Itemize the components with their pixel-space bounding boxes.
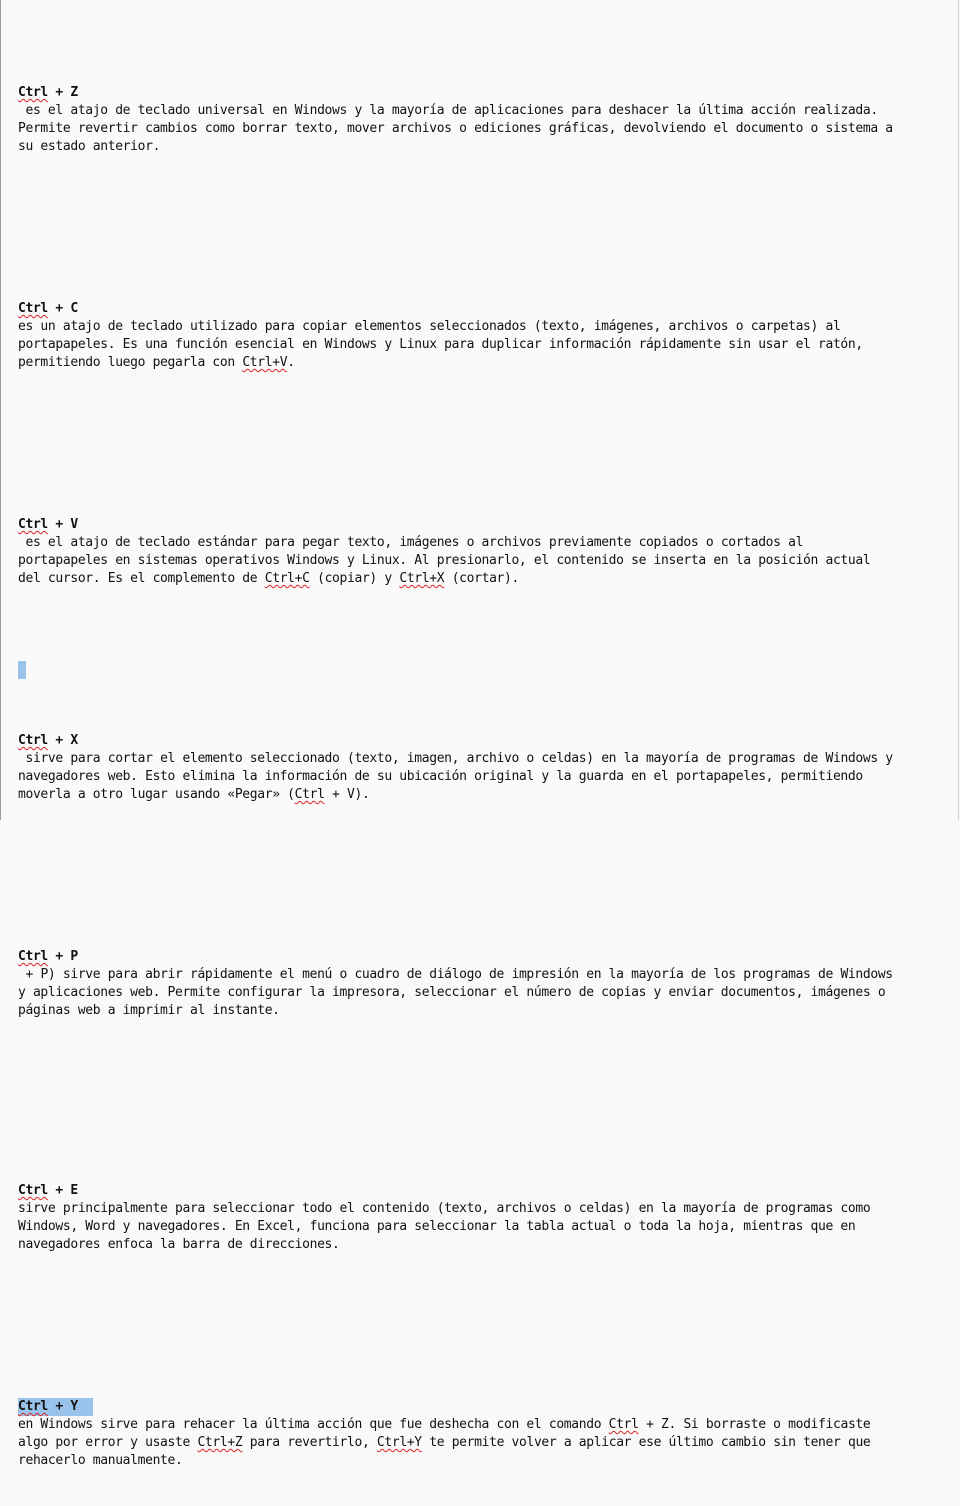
- paragraph-text: + V).: [324, 787, 370, 802]
- shortcut-block-ctrl-c: [18, 300, 958, 372]
- heading-ctrl-y-selected[interactable]: [18, 1398, 93, 1416]
- spellcheck-word: Ctrl+Z: [197, 1435, 243, 1450]
- selection-highlight-empty-line: [18, 661, 26, 679]
- heading-ctrl-c: [18, 300, 78, 318]
- paragraph-text: .: [287, 355, 295, 370]
- heading-rest: + X: [47, 733, 78, 748]
- heading-rest: + V: [47, 517, 78, 532]
- paragraph-text: es un atajo de teclado utilizado para copiar elementos seleccionados (texto, imágenes, archivos o carpetas) al portapapeles. Es una función esencial en Windows y Linux para duplicar información rápidamente sin usar el ratón, permitiendo luego pegarla con: [18, 319, 863, 370]
- shortcut-block-ctrl-v: [18, 516, 958, 588]
- spellcheck-word: Ctrl: [18, 1399, 48, 1414]
- heading-ctrl-e: [18, 1182, 78, 1200]
- heading-rest: + Y: [47, 1399, 78, 1414]
- paragraph-text: es el atajo de teclado estándar para pegar texto, imágenes o archivos previamente copiados o cortados al portapapeles en sistemas operativos Windows y Linux. Al presionarlo, el contenido se inserta en la posición actual del cursor. Es el complemento de: [18, 535, 871, 586]
- heading-ctrl-x: [18, 732, 78, 750]
- shortcut-block-ctrl-y: [18, 1398, 958, 1470]
- heading-ctrl-v: [18, 516, 78, 534]
- spellcheck-word: Ctrl: [18, 1183, 48, 1198]
- shortcut-block-ctrl-z: [18, 84, 958, 156]
- spellcheck-word: Ctrl: [18, 301, 48, 316]
- paragraph-ctrl-x: [18, 751, 893, 802]
- spellcheck-word: Ctrl: [294, 787, 325, 802]
- heading-ctrl-p: [18, 948, 78, 966]
- paragraph-text: para revertirlo,: [242, 1435, 377, 1450]
- heading-ctrl-z: [18, 84, 78, 102]
- heading-rest: + E: [47, 1183, 78, 1198]
- paragraph-text: + Z. Si borraste o modificaste algo por error y usaste: [18, 1417, 871, 1450]
- spellcheck-word: Ctrl: [18, 85, 48, 100]
- paragraph-ctrl-c: [18, 319, 863, 370]
- spellcheck-word: Ctrl+V: [242, 355, 288, 370]
- paragraph-ctrl-p: + P) sirve para abrir rápidamente el menú o cuadro de diálogo de impresión en la mayoría de los programas de Windows y aplicaciones web. Permite configurar la impresora, seleccionar el número de copias y enviar documentos, imágenes o páginas web a imprimir al instante.: [18, 967, 893, 1018]
- spellcheck-word: Ctrl+Y: [376, 1435, 422, 1450]
- paragraph-text: (cortar).: [444, 571, 519, 586]
- spellcheck-word: Ctrl: [608, 1417, 639, 1432]
- document-text[interactable]: [18, 12, 958, 1506]
- paragraph-text: en Windows sirve para rehacer la última acción que fue deshecha con el comando: [18, 1417, 609, 1432]
- spellcheck-word: Ctrl: [18, 733, 48, 748]
- paragraph-ctrl-y: [18, 1417, 870, 1468]
- paragraph-text: (copiar) y: [309, 571, 400, 586]
- spellcheck-word: Ctrl: [18, 949, 48, 964]
- heading-rest: + C: [47, 301, 78, 316]
- shortcut-block-ctrl-x: [18, 732, 958, 804]
- paragraph-ctrl-e: sirve principalmente para seleccionar todo el contenido (texto, archivos o celdas) en la mayoría de programas como Windows, Word y navegadores. En Excel, funciona para seleccionar la tabla actual o toda la hoja, mientras que en navegadores enfoca la barra de direcciones.: [18, 1201, 871, 1252]
- paragraph-text: sirve para cortar el elemento seleccionado (texto, imagen, archivo o celdas) en la mayoría de programas de Windows y navegadores web. Esto elimina la información de su ubicación original y la guarda en el portapapeles, permitiendo moverla a otro lugar usando «Pegar» (: [18, 751, 893, 802]
- spellcheck-word: Ctrl+C: [264, 571, 310, 586]
- paragraph-ctrl-v: [18, 535, 870, 586]
- heading-rest: + P: [47, 949, 78, 964]
- heading-rest: + Z: [47, 85, 78, 100]
- shortcut-block-ctrl-p: [18, 948, 958, 1020]
- paragraph-text: te permite volver a aplicar ese último cambio sin tener que rehacerlo manualmente.: [18, 1435, 871, 1468]
- shortcut-block-ctrl-e: [18, 1182, 958, 1254]
- spellcheck-word: Ctrl: [18, 517, 48, 532]
- paragraph-ctrl-z: es el atajo de teclado universal en Windows y la mayoría de aplicaciones para deshacer la última acción realizada. Permite revertir cambios como borrar texto, mover archivos o ediciones gráficas, devolviendo el documento o sistema a su estado anterior.: [18, 103, 893, 154]
- spellcheck-word: Ctrl+X: [399, 571, 445, 586]
